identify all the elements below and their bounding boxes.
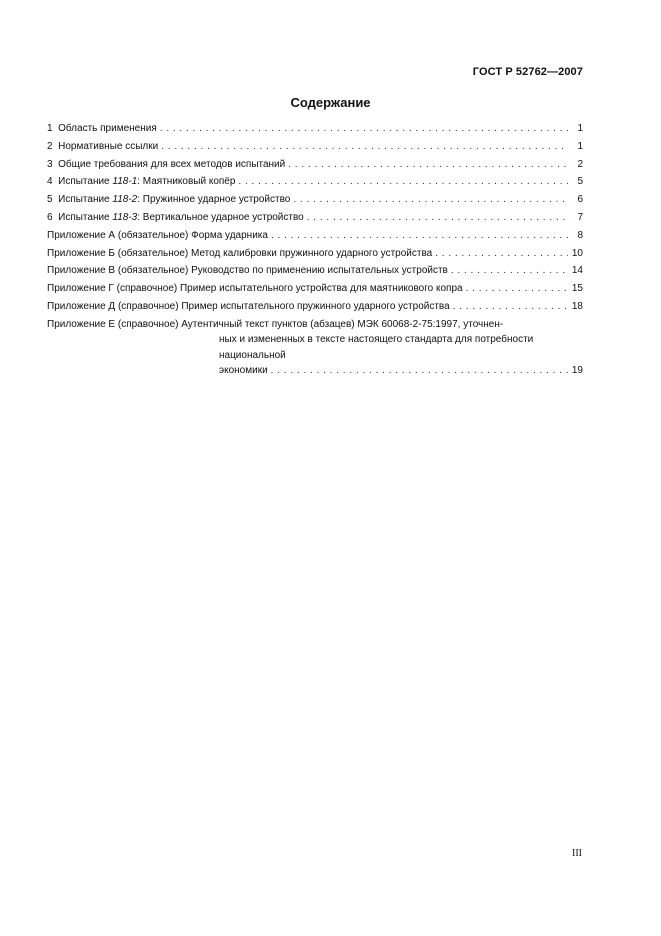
toc-entry-text: 5 Испытание 118-2: Пружинное ударное устройство xyxy=(47,194,291,206)
toc-page-number: 19 xyxy=(571,365,583,377)
toc-entry-text: Приложение А (обязательное) Форма ударника xyxy=(47,229,268,241)
toc-entry-text: Приложение Г (справочное) Пример испытательного устройства для маятникового копра xyxy=(47,283,463,295)
toc-page-number: 7 xyxy=(577,211,583,223)
document-code: ГОСТ Р 52762—2007 xyxy=(472,66,583,78)
toc-page-number: 1 xyxy=(577,123,583,134)
toc-entry-line: ных и измененных в тексте настоящего стандарта для потребности национальной xyxy=(219,334,534,361)
dot-leader xyxy=(466,280,568,298)
toc-entry-text: экономики xyxy=(219,365,268,377)
page-number: III xyxy=(572,848,582,859)
toc-entry-text: Приложение Д (справочное) Пример испытательного пружинного ударного устройства xyxy=(47,300,450,312)
toc-entry-final-line xyxy=(47,363,583,379)
toc-entry[interactable] xyxy=(47,120,583,138)
toc-entry-multiline[interactable] xyxy=(47,317,583,379)
toc-entry-text: 3 Общие требования для всех методов испытаний xyxy=(47,158,286,170)
toc-entry-text: 2 Нормативные ссылки xyxy=(47,140,159,152)
toc-entry[interactable] xyxy=(47,245,583,263)
dot-leader xyxy=(238,173,568,191)
dot-leader xyxy=(453,298,568,316)
dot-leader xyxy=(293,191,568,209)
toc-entry-text: 4 Испытание 118-1: Маятниковый копёр xyxy=(47,176,236,188)
dot-leader xyxy=(160,120,568,138)
dot-leader xyxy=(435,245,568,263)
toc-entry[interactable] xyxy=(47,280,583,298)
toc-entry-text: Приложение Б (обязательное) Метод калибровки пружинного ударного устройства xyxy=(47,247,433,259)
toc-entry[interactable] xyxy=(47,227,583,245)
contents-heading: Содержание xyxy=(290,95,371,110)
toc-page-number: 2 xyxy=(577,158,583,170)
toc-page-number: 6 xyxy=(577,194,583,206)
toc-entry[interactable] xyxy=(47,262,583,280)
toc-page-number: 15 xyxy=(571,283,583,295)
dot-leader xyxy=(288,156,568,174)
table-of-contents xyxy=(47,120,583,379)
dot-leader xyxy=(161,138,568,156)
toc-entry[interactable] xyxy=(47,173,583,191)
toc-page-number: 14 xyxy=(571,265,583,277)
dot-leader xyxy=(271,227,568,245)
toc-entry[interactable] xyxy=(47,156,583,174)
dot-leader xyxy=(307,209,568,227)
toc-entry-text: 1 Область применения xyxy=(47,123,157,134)
toc-entry-text: Приложение В (обязательное) Руководство по применению испытательных устройств xyxy=(47,265,448,277)
toc-page-number: 18 xyxy=(571,300,583,312)
toc-page-number: 5 xyxy=(577,176,583,188)
toc-entry-text: 6 Испытание 118-3: Вертикальное ударное устройство xyxy=(47,211,304,223)
dot-leader xyxy=(451,262,568,280)
dot-leader xyxy=(271,363,568,379)
toc-entry[interactable] xyxy=(47,191,583,209)
toc-entry[interactable] xyxy=(47,138,583,156)
toc-entry[interactable] xyxy=(47,298,583,316)
toc-page-number: 1 xyxy=(577,140,583,152)
toc-page-number: 8 xyxy=(577,229,583,241)
toc-entry-line: Приложение Е (справочное) Аутентичный текст пунктов (абзацев) МЭК 60068-2-75:1997, уточнен- xyxy=(47,318,504,330)
toc-entry[interactable] xyxy=(47,209,583,227)
toc-page-number: 10 xyxy=(571,247,583,259)
